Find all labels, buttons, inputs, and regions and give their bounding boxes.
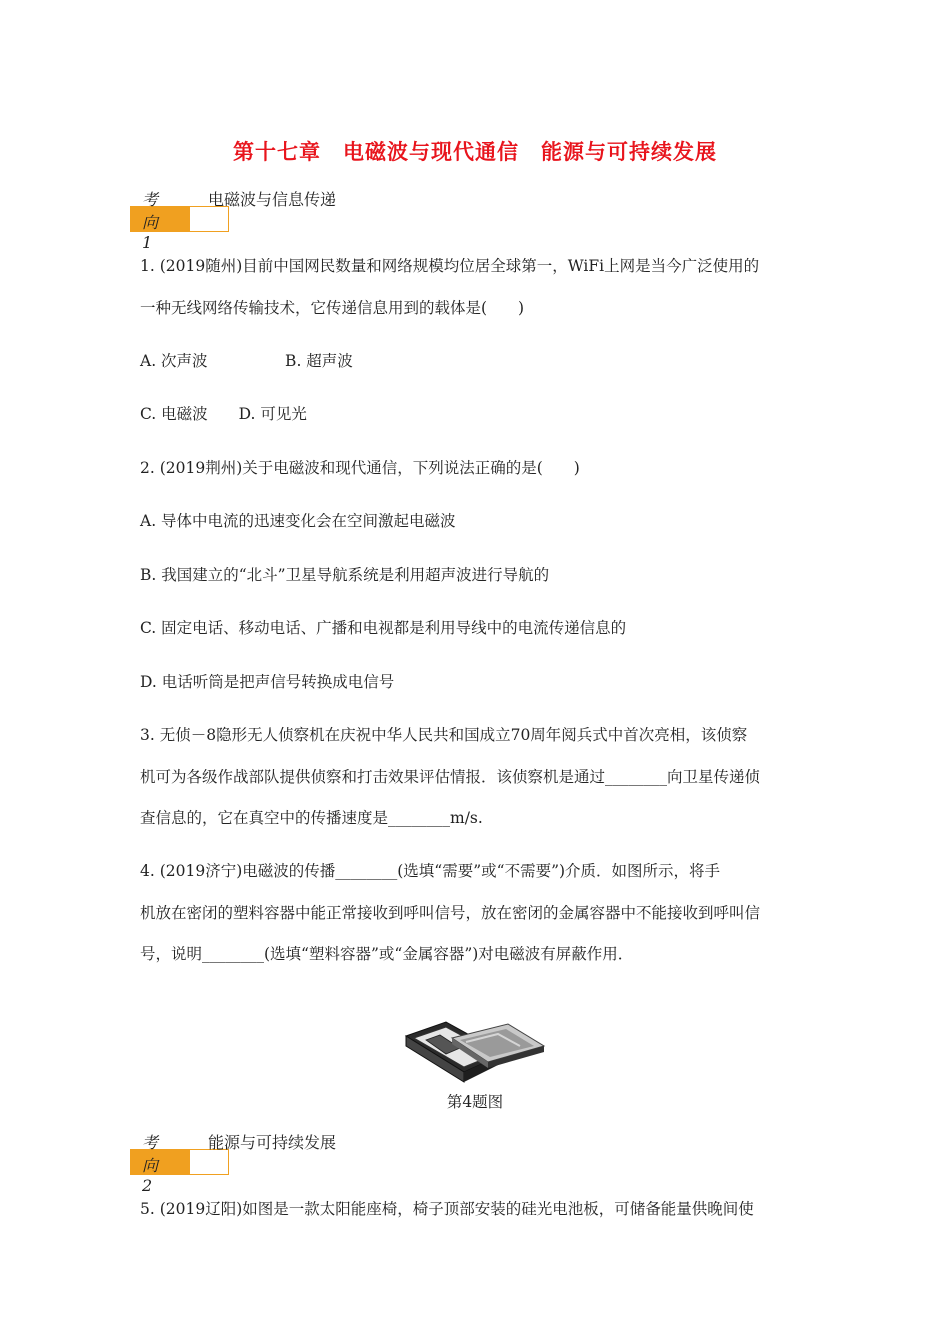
- text-line: 2. (2019荆州)关于电磁波和现代通信，下列说法正确的是( ): [140, 459, 580, 477]
- option-line: D. 电话听筒是把声信号转换成电信号: [140, 673, 395, 691]
- option-line: C. 电磁波 D. 可见光: [140, 405, 307, 423]
- option-line: A. 次声波 B. 超声波: [140, 352, 353, 370]
- text-line: 1. (2019随州)目前中国网民数量和网络规模均位居全球第一，WiFi上网是当今广泛使用的: [140, 257, 760, 275]
- section-title: 电磁波与信息传递: [208, 190, 337, 209]
- option-line: C. 固定电话、移动电话、广播和电视都是利用导线中的电流传递信息的: [140, 619, 627, 637]
- text-line: 4. (2019济宁)电磁波的传播________(选填“需要”或“不需要”)介质．如图所示，将手: [140, 862, 721, 880]
- text-line: 一种无线网络传输技术，它传递信息用到的载体是( ): [140, 299, 525, 317]
- section-label: 考向2: [142, 1133, 159, 1195]
- option-line: B. 我国建立的“北斗”卫星导航系统是利用超声波进行导航的: [140, 566, 550, 584]
- text-line: 查信息的，它在真空中的传播速度是________m/s.: [140, 809, 483, 827]
- containers-figure: [400, 1018, 550, 1092]
- section-title: 能源与可持续发展: [208, 1133, 337, 1152]
- text-line: 机放在密闭的塑料容器中能正常接收到呼叫信号，放在密闭的金属容器中不能接收到呼叫信: [140, 904, 761, 922]
- figure-caption: 第4题图: [446, 1093, 504, 1111]
- section-label: 考向1: [142, 190, 159, 252]
- text-line: 3. 无侦－8隐形无人侦察机在庆祝中华人民共和国成立70周年阅兵式中首次亮相，该侦察: [140, 726, 748, 744]
- chapter-title: 第十七章 电磁波与现代通信 能源与可持续发展: [233, 140, 717, 164]
- text-line: 5. (2019辽阳)如图是一款太阳能座椅，椅子顶部安装的硅光电池板，可储备能量供晚间使: [140, 1200, 754, 1218]
- option-line: A. 导体中电流的迅速变化会在空间激起电磁波: [140, 512, 456, 530]
- text-line: 号，说明________(选填“塑料容器”或“金属容器”)对电磁波有屏蔽作用．: [140, 945, 634, 963]
- text-line: 机可为各级作战部队提供侦察和打击效果评估情报．该侦察机是通过________向卫星传递侦: [140, 768, 761, 786]
